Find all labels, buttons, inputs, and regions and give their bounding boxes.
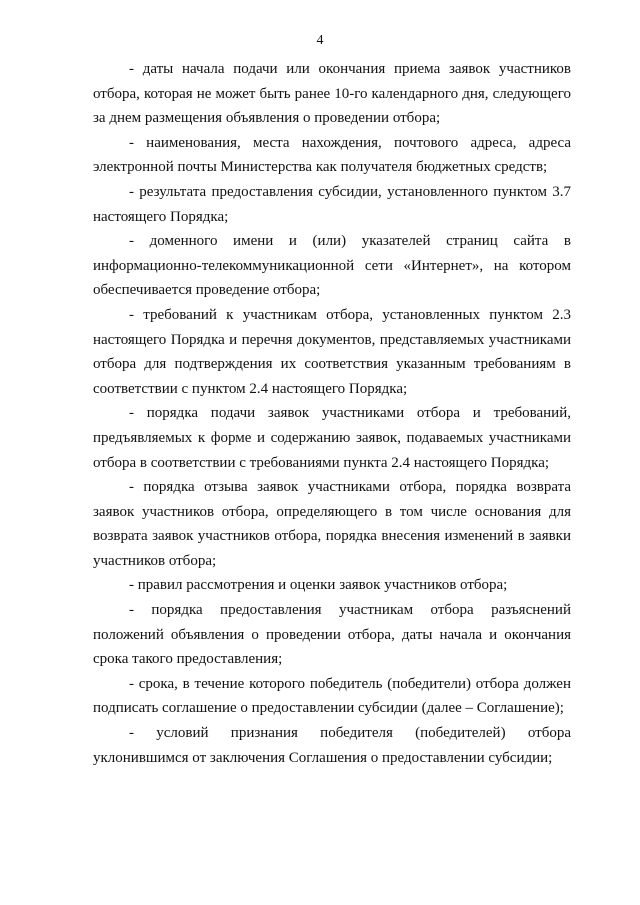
paragraph-ministry-details: - наименования, места нахождения, почтового адреса, адреса электронной почты Министерства как получателя бюджетных средств; (93, 134, 571, 176)
paragraph-subsidy-result: - результата предоставления субсидии, установленного пунктом 3.7 настоящего Порядка; (93, 183, 571, 225)
paragraph-application-dates: - даты начала подачи или окончания приема заявок участников отбора, которая не может быть ранее 10-го календарного дня, следующего за днем размещения объявления о проведении отбора; (93, 61, 571, 127)
paragraph-submission-procedure: - порядка подачи заявок участниками отбора и требований, предъявляемых к форме и содержанию заявок, подаваемых участниками отбора в соответствии с требованиями пункта 2.4 настоящего Порядка; (93, 405, 571, 471)
paragraph-clarification-procedure: - порядка предоставления участникам отбора разъяснений положений объявления о проведении отбора, даты начала и окончания срока такого предоставления; (93, 602, 571, 668)
page-number: 4 (316, 33, 324, 48)
paragraph-evasion-conditions: - условий признания победителя (победителей) отбора уклонившимся от заключения Соглашения о предоставлении субсидии; (93, 725, 571, 766)
document-body (93, 57, 571, 770)
paragraph-domain-name: - доменного имени и (или) указателей страниц сайта в информационно-телекоммуникационной сети «Интернет», на котором обеспечивается проведение отбора; (93, 233, 571, 299)
paragraph-evaluation-rules: - правил рассмотрения и оценки заявок участников отбора; (129, 577, 508, 594)
paragraph-agreement-deadline: - срока, в течение которого победитель (победители) отбора должен подписать соглашение о предоставлении субсидии (далее – Соглашение); (93, 675, 571, 717)
paragraph-participant-requirements: - требований к участникам отбора, установленных пунктом 2.3 настоящего Порядка и перечня документов, представляемых участниками отбора для подтверждения их соответствия указанным требованиям в соответствии с пунктом 2.4 настоящего Порядка; (93, 306, 571, 397)
paragraph-withdrawal-procedure: - порядка отзыва заявок участниками отбора, порядка возврата заявок участников отбора, определяющего в том числе основания для возврата заявок участников отбора, порядка внесения изменений в заявки участников отбора; (93, 479, 571, 569)
